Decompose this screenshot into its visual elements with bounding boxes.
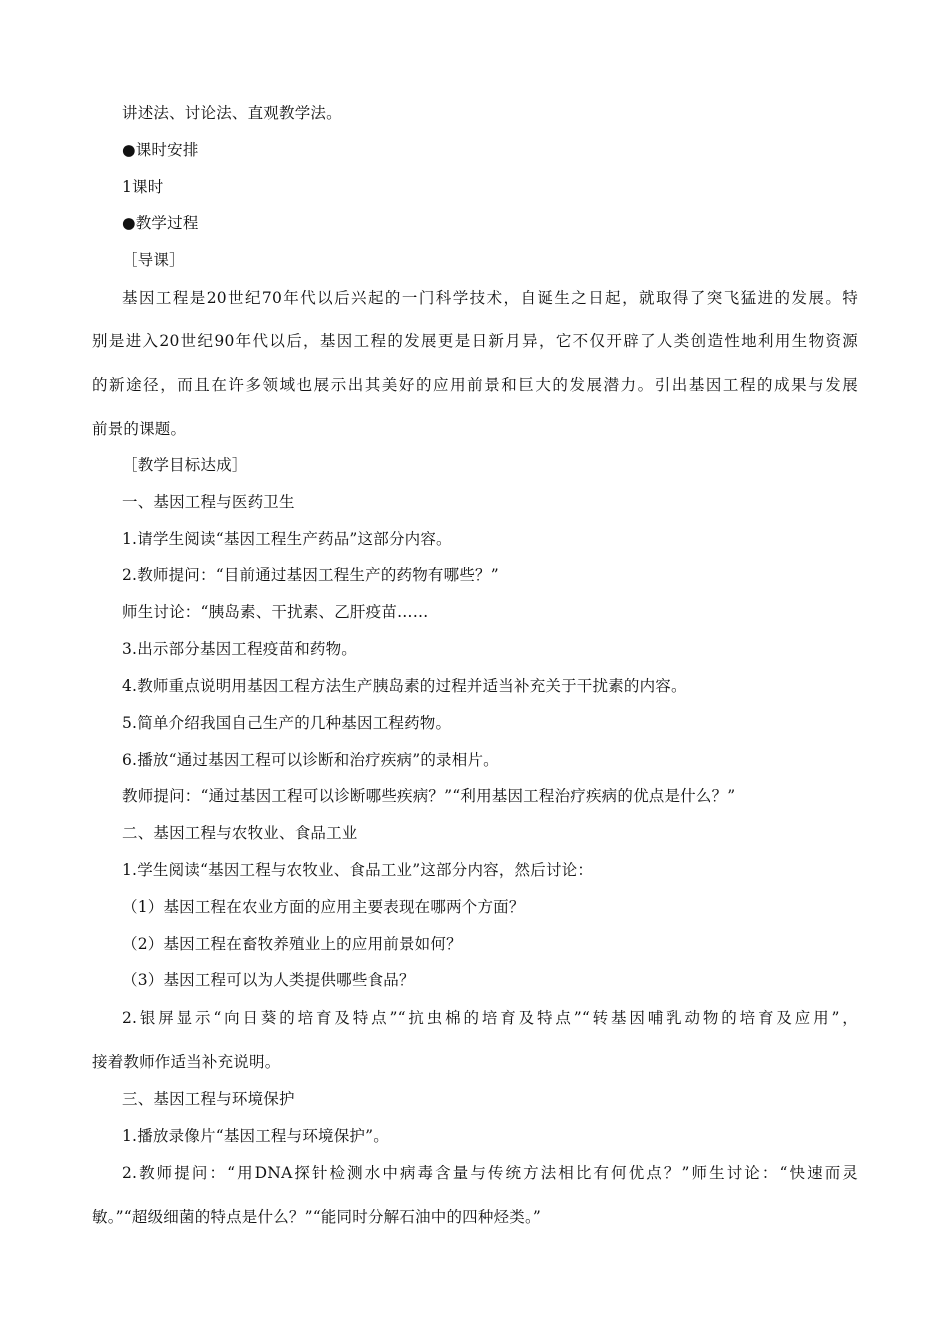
sub-item-agriculture-1: （1）基因工程在农业方面的应用主要表现在哪两个方面？ — [122, 898, 525, 916]
list-item-agriculture-2-line-2: 接着教师作适当补充说明。 — [92, 1053, 281, 1071]
list-item-medicine-1: 1.请学生阅读“基因工程生产药品”这部分内容。 — [122, 530, 452, 548]
text-line-teaching-methods: 讲述法、讨论法、直观教学法。 — [122, 104, 342, 122]
heading-environment: 三、基因工程与环境保护 — [122, 1090, 295, 1108]
paragraph-intro-line-2: 别是进入20世纪90年代以后，基因工程的发展更是日新月异，它不仅开辟了人类创造性地利用生物资源 — [92, 332, 858, 350]
list-item-medicine-2: 2.教师提问：“目前通过基因工程生产的药物有哪些？” — [122, 566, 499, 584]
paragraph-intro-line-4: 前景的课题。 — [92, 420, 187, 438]
text-line-teacher-question-1: 教师提问：“通过基因工程可以诊断哪些疾病？”“利用基因工程治疗疾病的优点是什么？” — [122, 787, 736, 805]
list-item-medicine-6: 6.播放“通过基因工程可以诊断和治疗疾病”的录相片。 — [122, 751, 499, 769]
list-item-environment-2-line-1: 2.教师提问：“用DNA探针检测水中病毒含量与传统方法相比有何优点？”师生讨论：“快速而灵 — [122, 1164, 858, 1182]
list-item-agriculture-1: 1.学生阅读“基因工程与农牧业、食品工业”这部分内容，然后讨论： — [122, 861, 594, 879]
sub-item-agriculture-2: （2）基因工程在畜牧养殖业上的应用前景如何？ — [122, 935, 462, 953]
list-item-medicine-5: 5.简单介绍我国自己生产的几种基因工程药物。 — [122, 714, 452, 732]
heading-medicine: 一、基因工程与医药卫生 — [122, 493, 295, 511]
text-line-discussion-1: 师生讨论：“胰岛素、干扰素、乙肝疫苗…… — [122, 603, 429, 621]
paragraph-intro-line-3: 的新途径，而且在许多领域也展示出其美好的应用前景和巨大的发展潜力。引出基因工程的成果与发展 — [92, 376, 858, 394]
list-item-medicine-4: 4.教师重点说明用基因工程方法生产胰岛素的过程并适当补充关于干扰素的内容。 — [122, 677, 687, 695]
text-line-one-class: 1课时 — [122, 178, 164, 196]
heading-class-schedule: ●课时安排 — [122, 141, 199, 159]
paragraph-intro-line-1: 基因工程是20世纪70年代以后兴起的一门科学技术，自诞生之日起，就取得了突飞猛进的发展。特 — [122, 289, 858, 307]
sub-item-agriculture-3: （3）基因工程可以为人类提供哪些食品？ — [122, 971, 415, 989]
heading-teaching-process: ●教学过程 — [122, 214, 199, 232]
section-label-objectives: ［教学目标达成］ — [122, 456, 248, 474]
list-item-environment-1: 1.播放录像片“基因工程与环境保护”。 — [122, 1127, 389, 1145]
list-item-medicine-3: 3.出示部分基因工程疫苗和药物。 — [122, 640, 357, 658]
list-item-environment-2-line-2: 敏。”“超级细菌的特点是什么？”“能同时分解石油中的四种烃类。” — [92, 1208, 542, 1226]
section-label-intro: ［导课］ — [122, 251, 185, 269]
heading-agriculture: 二、基因工程与农牧业、食品工业 — [122, 824, 358, 842]
list-item-agriculture-2-line-1: 2.银屏显示“向日葵的培育及特点”“抗虫棉的培育及特点”“转基因哺乳动物的培育及应用”， — [122, 1009, 858, 1027]
